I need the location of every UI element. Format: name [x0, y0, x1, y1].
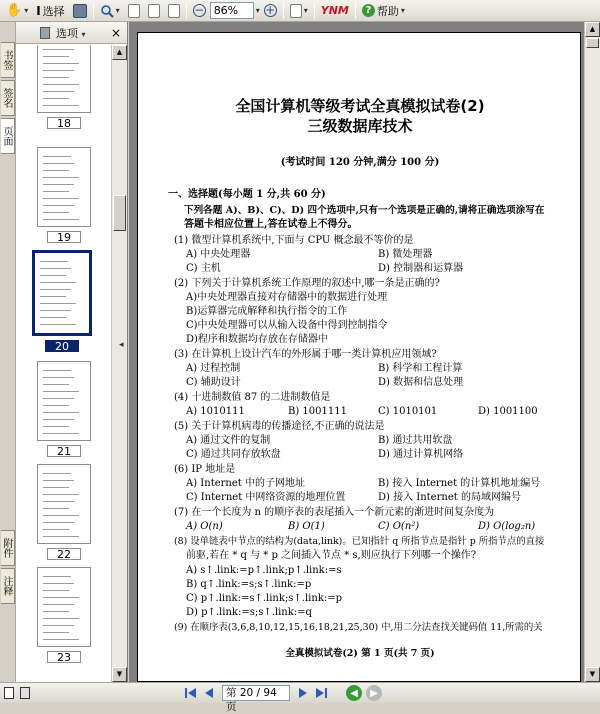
thumbnail-text-line	[43, 618, 79, 619]
thumbnail-text-line	[40, 261, 68, 262]
page-thumbnail-panel	[16, 22, 128, 682]
thumbnail-text-line	[43, 405, 69, 406]
question-stem: (5) 关于计算机病毒的传播途径,不正确的说法是	[174, 421, 385, 432]
thumbnail-text-line	[43, 219, 79, 220]
answer-option: B)运算器完成解释和执行指令的工作	[186, 306, 348, 317]
answer-option: C) 1010101	[378, 406, 438, 417]
thumbnail-text-line	[43, 384, 69, 385]
answer-option: D) 接入 Internet 的局域网编号	[378, 492, 521, 503]
scrollbar-thumb[interactable]	[586, 38, 599, 48]
thumbnail-text-line	[43, 639, 79, 640]
thumbnail-text-line	[40, 268, 71, 269]
thumbnail-text-line	[43, 56, 69, 57]
answer-option: A) O(n)	[186, 521, 223, 532]
thumbnail-scrollbar[interactable]	[111, 45, 127, 682]
main-toolbar	[0, 0, 600, 22]
answer-option: B) O(1)	[288, 521, 325, 532]
zoom-dropdown-chevron-icon[interactable]: ▾	[255, 6, 260, 15]
page-thumbnail[interactable]	[37, 361, 91, 441]
thumbnail-page-label[interactable]: 19	[47, 231, 81, 243]
answer-option: D) 通过计算机网络	[378, 449, 464, 460]
document-scrollbar[interactable]	[584, 22, 600, 682]
thumbnail-text-line	[43, 632, 69, 633]
thumbnail-text-line	[43, 604, 74, 605]
close-panel-button[interactable]: ×	[110, 26, 121, 40]
options-menu-button[interactable]: 选项 ▾	[56, 26, 86, 40]
thumbnail-text-line	[40, 317, 66, 318]
scroll-up-arrow-icon[interactable]: ▲	[112, 45, 127, 60]
ynm-button[interactable]	[317, 1, 353, 21]
chevron-down-icon: ▾	[115, 6, 120, 15]
thumbnail-text-line	[43, 576, 71, 577]
toolbar-divider	[93, 3, 94, 19]
thumbnail-text-line	[43, 536, 79, 537]
first-page-button[interactable]	[182, 685, 200, 701]
next-page-button[interactable]	[294, 685, 312, 701]
thumbnail-text-line	[43, 377, 74, 378]
answer-option: A) 中央处理器	[186, 249, 251, 260]
answer-option: B) 1001111	[288, 406, 347, 417]
answer-option: A) s↑.link:=p↑.link;p↑.link:=s	[186, 565, 342, 576]
back-arrow-icon: ◀	[350, 687, 358, 699]
thumbnail-text-line	[43, 191, 69, 192]
answer-option: A) 通过文件的复制	[186, 435, 271, 446]
answer-option: A)中央处理器直接对存储器中的数据进行处理	[186, 292, 388, 303]
thumbnail-page-label[interactable]: 22	[47, 548, 81, 560]
answer-option: A) Internet 中的子网地址	[186, 478, 305, 489]
answer-option: D)程序和数据均存放在存储器中	[186, 334, 328, 345]
answer-option: C) Internet 中网络资源的地理位置	[186, 492, 346, 503]
thumbnail-page-label[interactable]: 23	[47, 651, 81, 663]
first-page-icon	[185, 688, 197, 698]
previous-page-icon	[204, 688, 214, 698]
fit-width-icon	[168, 4, 180, 18]
fit-width-button[interactable]	[164, 1, 184, 21]
question-stem: (2) 下列关于计算机系统工作原理的叙述中,哪一条是正确的?	[174, 278, 440, 289]
page-thumbnail[interactable]	[37, 45, 91, 113]
rotate-icon	[290, 4, 302, 18]
tab-signatures[interactable]: 签名	[1, 80, 15, 116]
exam-subtitle: 三级数据库技术	[307, 117, 413, 135]
help-label: 帮助	[376, 4, 399, 18]
thumbnail-text-line	[43, 494, 79, 495]
exam-title: 全国计算机等级考试全真模拟试卷(2)	[235, 97, 485, 115]
toolbar-divider	[355, 3, 356, 19]
rotate-view-button[interactable]	[286, 1, 312, 21]
actual-size-button[interactable]	[124, 1, 144, 21]
navigation-tab-strip	[0, 22, 16, 682]
previous-view-button[interactable]	[346, 685, 362, 701]
thumbnail-text-line	[43, 625, 74, 626]
thumbnail-text-line	[43, 529, 69, 530]
toolbar-divider	[314, 3, 315, 19]
zoom-in-button[interactable]	[260, 1, 281, 21]
last-page-button[interactable]	[312, 685, 330, 701]
minus-circle-icon: −	[194, 3, 205, 17]
thumbnail-page-label[interactable]: 18	[47, 117, 81, 129]
magnifier-icon	[100, 4, 114, 18]
thumbnail-text-line	[43, 163, 74, 164]
chevron-down-icon: ▾	[400, 6, 405, 15]
answer-option: B) q↑.link:=s;s↑.link:=p	[186, 579, 312, 590]
thumbnail-text-line	[43, 419, 74, 420]
page-thumbnail[interactable]	[37, 147, 91, 227]
last-page-icon	[315, 688, 327, 698]
question-stem: (9) 在顺序表(3,6,8,10,12,15,16,18,21,25,30) 中,用二分法查找关键码值 11,所需的关	[174, 622, 543, 633]
fit-page-icon	[148, 4, 160, 18]
next-page-icon	[298, 688, 308, 698]
camera-icon	[73, 4, 87, 18]
answer-option: B) 接入 Internet 的计算机地址编号	[378, 478, 541, 489]
answer-option: B) 通过共用软盘	[378, 435, 453, 446]
thumbnail-text-line	[43, 412, 79, 413]
thumbnail-text-line	[43, 198, 79, 199]
help-button[interactable]	[358, 1, 409, 21]
snapshot-button[interactable]	[69, 1, 91, 21]
thumbnail-text-line	[43, 156, 71, 157]
thumbnail-text-line	[43, 501, 74, 502]
answer-option: C) 主机	[186, 263, 221, 274]
question-stem: (7) 在一个长度为 n 的顺序表的表尾插入一个新元素的渐进时间复杂度为	[174, 507, 495, 518]
thumbnail-panel-header	[16, 22, 127, 44]
thumbnail-page-label[interactable]: 21	[47, 445, 81, 457]
thumbnail-text-line	[43, 170, 69, 171]
thumbnail-text-line	[43, 590, 69, 591]
thumbnail-text-line	[40, 324, 76, 325]
chevron-down-icon: ▾	[24, 6, 29, 15]
answer-option: A) 过程控制	[186, 363, 241, 374]
answer-option: C) 辅助设计	[186, 377, 241, 388]
pdf-page	[137, 32, 581, 682]
thumbnail-text-line	[43, 473, 71, 474]
plus-circle-icon: +	[265, 3, 276, 17]
page-thumbnail[interactable]	[32, 250, 92, 336]
thumbnail-text-line	[43, 63, 79, 64]
tab-bookmarks[interactable]: 书签	[1, 42, 15, 78]
answer-option: D) p↑.link:=s;s↑.link:=q	[186, 607, 312, 618]
answer-option: B) 微处理器	[378, 249, 433, 260]
thumbnail-text-line	[43, 184, 74, 185]
help-icon: ?	[362, 4, 375, 17]
resize-grip-icon	[20, 687, 30, 699]
page-thumbnail[interactable]	[37, 567, 91, 647]
scroll-down-arrow-icon[interactable]: ▼	[585, 667, 600, 682]
answer-option: C) p↑.link:=s↑.link;s↑.link:=p	[186, 593, 343, 604]
thumbnail-text-line	[43, 597, 79, 598]
page-size-icon	[4, 687, 14, 699]
answer-option: D) O(log₂n)	[478, 521, 536, 532]
question-stem: (3) 在计算机上设计汽车的外形属于哪一类计算机应用领域?	[174, 349, 437, 360]
scroll-up-arrow-icon[interactable]: ▲	[585, 22, 600, 37]
select-tool-button[interactable]	[32, 1, 68, 21]
thumbnail-text-line	[40, 303, 76, 304]
thumbnail-text-line	[43, 398, 74, 399]
thumbnail-text-line	[43, 105, 79, 106]
zoom-level-input[interactable]	[210, 2, 254, 19]
scrollbar-thumb[interactable]	[113, 195, 126, 231]
thumbnail-text-line	[43, 522, 74, 523]
thumbnail-text-line	[43, 433, 79, 434]
previous-page-button[interactable]	[200, 685, 218, 701]
select-tool-label: 选择	[42, 4, 65, 18]
thumbnail-text-line	[40, 296, 66, 297]
answer-option: C) 通过共同存放软盘	[186, 449, 281, 460]
scroll-down-arrow-icon[interactable]: ▼	[112, 667, 127, 682]
thumbnail-page-label[interactable]: 20	[45, 340, 79, 352]
thumbnail-text-line	[43, 515, 79, 516]
instructions-line: 下列各题 A)、B)、C)、D) 四个选项中,只有一个选项是正确的,请将正确选项涂写在	[184, 205, 545, 216]
answer-option: D) 控制器和运算器	[378, 263, 464, 274]
zoom-tool-button[interactable]	[96, 1, 124, 21]
thumbnail-text-line	[43, 480, 74, 481]
text-cursor-icon: I	[36, 3, 41, 18]
panel-splitter-arrow-icon[interactable]: ◂	[119, 340, 124, 350]
thumbnail-text-line	[43, 77, 69, 78]
question-stem: (4) 十进制数值 87 的二进制数值是	[174, 392, 331, 403]
thumbnail-text-line	[43, 487, 69, 488]
thumbnail-text-line	[40, 310, 71, 311]
instructions-line: 答题卡相应位置上,答在试卷上不得分。	[184, 219, 358, 230]
answer-option: A) 1010111	[186, 406, 245, 417]
chevron-down-icon: ▾	[303, 6, 308, 15]
trash-icon[interactable]	[40, 27, 50, 39]
thumbnail-list	[16, 45, 112, 682]
page-thumbnail[interactable]	[37, 464, 91, 544]
ynm-logo-icon: YNM	[320, 4, 349, 17]
thumbnail-text-line	[43, 91, 74, 92]
tab-pages[interactable]: 页面	[1, 118, 15, 154]
question-stem: (8) 设单链表中节点的结构为(data,link)。已知指针 q 所指节点是指针 p 所指节点的直接	[174, 536, 545, 547]
hand-tool-button[interactable]	[2, 1, 32, 21]
exam-info: (考试时间 120 分钟,满分 100 分)	[280, 157, 440, 168]
thumbnail-text-line	[43, 426, 69, 427]
question-stem: (6) IP 地址是	[174, 464, 236, 475]
thumbnail-text-line	[43, 508, 69, 509]
toolbar-divider	[283, 3, 284, 19]
hand-icon: ✋	[6, 3, 23, 18]
page-icon	[128, 4, 140, 18]
question-stem: (1) 微型计算机系统中,下面与 CPU 概念最不等价的是	[174, 235, 414, 246]
answer-option: C)中央处理器可以从输入设备中得到控制指令	[186, 320, 388, 331]
thumbnail-text-line	[43, 611, 69, 612]
zoom-out-button[interactable]	[189, 1, 210, 21]
thumbnail-text-line	[43, 98, 69, 99]
thumbnail-text-line	[43, 177, 79, 178]
thumbnail-text-line	[43, 70, 74, 71]
thumbnail-text-line	[43, 84, 79, 85]
question-stem: 前驱,若在 * q 与 * p 之间插入节点 * s,则应执行下列哪一个操作?	[186, 550, 477, 561]
section-heading: 一、选择题(每小题 1 分,共 60 分)	[168, 189, 326, 200]
thumbnail-text-line	[43, 583, 74, 584]
answer-option: D) 1001100	[478, 406, 538, 417]
answer-option: C) O(n²)	[378, 521, 420, 532]
thumbnail-text-line	[40, 275, 66, 276]
tab-comments[interactable]: 注释	[1, 568, 15, 604]
answer-option: D) 数据和信息处理	[378, 377, 464, 388]
forward-arrow-icon: ▶	[370, 687, 378, 699]
answer-option: B) 科学和工程计算	[378, 363, 463, 374]
page-navigation-bar	[0, 682, 600, 713]
page-number-field[interactable]: 第 20 / 94 页	[222, 685, 290, 701]
thumbnail-text-line	[43, 212, 69, 213]
thumbnail-text-line	[43, 370, 71, 371]
tab-attachments[interactable]: 附件	[1, 530, 15, 566]
page-footer: 全真模拟试卷(2) 第 1 页(共 7 页)	[285, 648, 435, 659]
document-view	[129, 22, 600, 682]
thumbnail-text-line	[40, 289, 71, 290]
toolbar-divider	[186, 3, 187, 19]
thumbnail-text-line	[43, 205, 74, 206]
thumbnail-text-line	[43, 391, 79, 392]
thumbnail-text-line	[40, 282, 76, 283]
thumbnail-text-line	[43, 49, 74, 50]
fit-page-button[interactable]	[144, 1, 164, 21]
next-view-button[interactable]	[366, 685, 382, 701]
